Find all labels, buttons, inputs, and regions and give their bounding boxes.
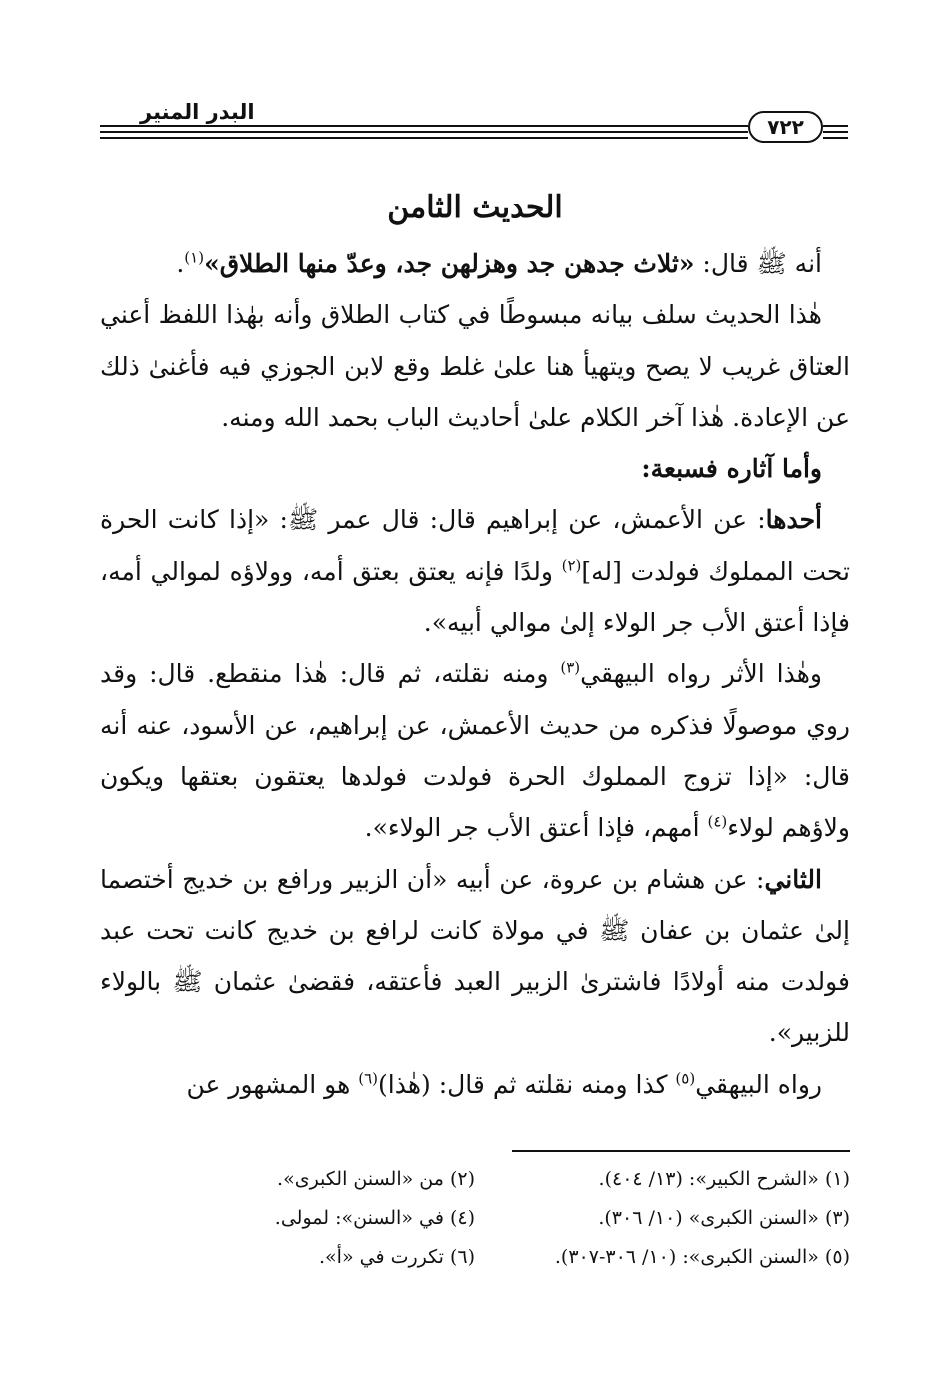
paragraph: أنه ﷺ قال: «ثلاث جدهن جد وهزلهن جد، وعدّ منها الطلاق»$^{(١)}$. [176,248,822,278]
footnote: (٦) تكررت في «أ». [319,1246,475,1268]
footnote-row [100,1160,850,1199]
footnote-row [100,1238,850,1277]
footnote-row [100,1199,850,1238]
item-label: الثاني [764,864,822,894]
running-title: البدر المنير [140,100,255,124]
body-text [100,238,850,1110]
footnote-ref: (٥) [675,1069,696,1088]
footnote: (٣) «السنن الكبرى» (١٠/ ٣٠٦). [598,1207,850,1229]
footnote-ref: (٤) [707,812,728,831]
paragraph: رواه البيهقي$^{(٥)}$ كذا ومنه نقلته ثم قال: (هٰذا)$^{(٦)}$ هو المشهور عن [186,1069,822,1099]
header-rule [100,137,748,139]
footnote-ref: (١) [184,248,205,267]
footnote-ref: (٦) [358,1069,379,1088]
footnote: (١) «الشرح الكبير»: (١٣/ ٤٠٤). [598,1168,850,1190]
paragraph: الثاني: عن هشام بن عروة، عن أبيه «أن الزبير ورافع بن خديج أختصما إلىٰ عثمان بن عفان ﷺ في مولاة كانت لرافع بن خديج كانت تحت عبد فولدت منه أولادًا فاشترىٰ الزبير العبد فأعتقه، فقضىٰ عثمان ﷺ بالولاء للزبير». [100,864,850,1048]
footnote-separator [512,1150,850,1152]
paragraph: وهٰذا الأثر رواه البيهقي$^{(٣)}$ ومنه نقلته، ثم قال: هٰذا منقطع. قال: وقد روي موصولًا فذكره من حديث الأعمش، عن إبراهيم، عن الأسود، عنه أنه قال: «إذا تزوج المملوك الحرة فولدت فولدها يعتقون بعتقها ويكون ولاؤهم لولاء$^{(٤)}$ أمهم، فإذا أعتق الأب جر الولاء». [100,659,850,843]
header-rule [823,131,848,133]
footnote: (٤) في «السنن»: لمولى. [274,1207,475,1229]
page-number: ٧٢٢ [748,111,823,143]
header-rule [100,125,748,127]
item-label: أحدها [765,505,822,535]
header-rule [823,125,848,127]
hadith-quote: «ثلاث جدهن جد وهزلهن جد، وعدّ منها الطلاق» [204,249,695,278]
header-rule [100,131,748,133]
footnote: (٢) من «السنن الكبرى». [277,1168,475,1190]
paragraph: هٰذا الحديث سلف بيانه مبسوطًا في كتاب الطلاق وأنه بهٰذا اللفظ أعني العتاق غريب لا يصح ويتهيأ هنا علىٰ غلط وقع لابن الجوزي فيه فأغنىٰ ذلك عن الإعادة. هٰذا آخر الكلام علىٰ أحاديث الباب بحمد الله ومنه. [100,300,850,432]
footnote: (٥) «السنن الكبرى»: (١٠/ ٣٠٦-٣٠٧). [554,1246,850,1268]
footnotes [100,1160,850,1277]
section-subheading: وأما آثاره فسبعة: [641,454,822,484]
chapter-heading: الحديث الثامن [387,190,563,225]
header-rule [823,137,848,139]
footnote-ref: (٣) [560,659,581,678]
footnote-ref: (٢) [561,556,582,575]
paragraph: أحدها: عن الأعمش، عن إبراهيم قال: قال عمر ﷺ: «إذا كانت الحرة تحت المملوك فولدت [له]$^{(٢)}$ ولدًا فإنه يعتق بعتق أمه، وولاؤه لموالي أمه، فإذا أعتق الأب جر الولاء إلىٰ موالي أبيه». [100,505,850,638]
